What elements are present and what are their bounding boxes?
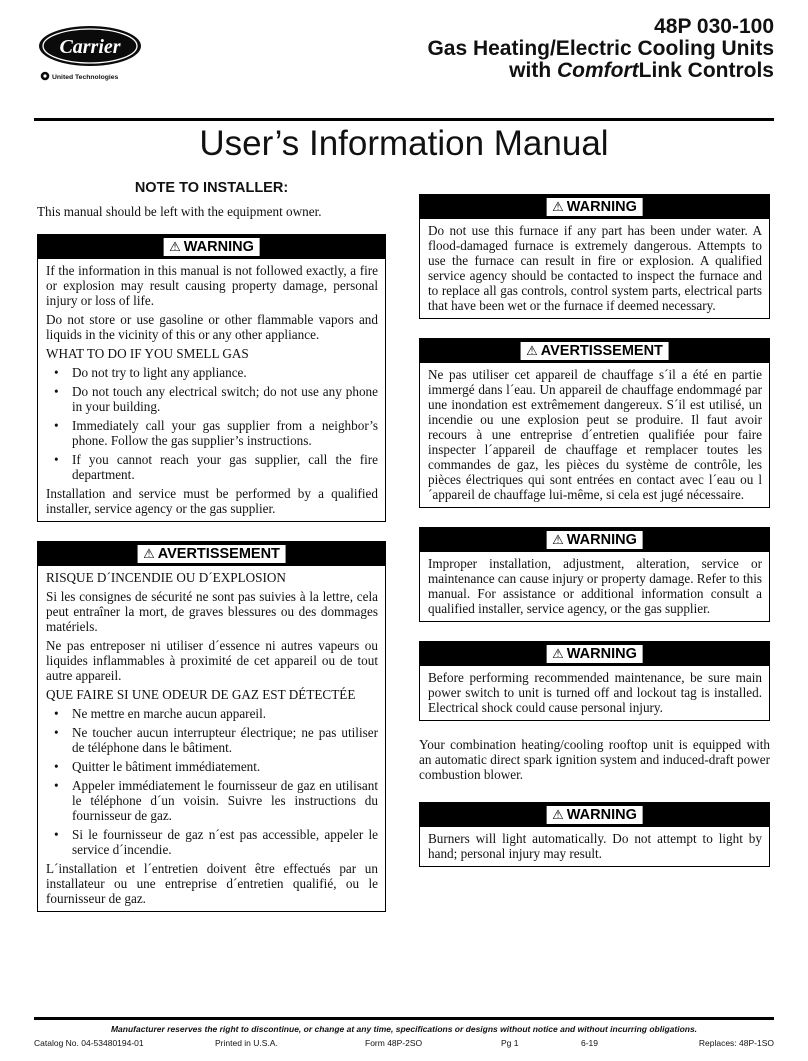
product-line: Gas Heating/Electric Cooling Units xyxy=(427,37,774,60)
warning-triangle-icon: ⚠ xyxy=(526,343,538,358)
warning-triangle-icon: ⚠ xyxy=(552,646,564,661)
list-item: • If you cannot reach your gas supplier, call the fire department. xyxy=(46,452,378,482)
gas-smell-list xyxy=(46,365,378,482)
warning-label: ⚠ WARNING xyxy=(546,806,643,824)
logo-tagline: United Technologies xyxy=(52,74,119,81)
list-item: • Do not try to light any appliance. xyxy=(46,365,378,380)
product-header xyxy=(427,16,774,82)
warning-box-installation: ⚠ WARNING Improper installation, adjustment, alteration, service or maintenance can cause injury or property damage. Refer to this manual. For assistance or additional information consult a qualified installer, service agency, or the gas supplier. xyxy=(419,527,770,622)
model-number: 48P 030-100 xyxy=(654,15,774,38)
avertissement-label: ⚠ AVERTISSEMENT xyxy=(520,342,669,360)
header-rule xyxy=(34,118,774,121)
list-item: • Ne mettre en marche aucun appareil. xyxy=(46,706,378,721)
replaces: Replaces: 48P-1SO xyxy=(698,1038,774,1048)
warning-label: ⚠ WARNING xyxy=(546,531,643,549)
list-item: • Immediately call your gas supplier from a neighbor’s phone. Follow the gas supplier’s instructions. xyxy=(46,418,378,448)
right-column xyxy=(419,194,770,867)
odeur-gaz-list xyxy=(46,706,378,857)
printed-in: Printed in U.S.A. xyxy=(215,1038,278,1048)
warning-triangle-icon: ⚠ xyxy=(143,546,155,561)
avertissement-label: ⚠ AVERTISSEMENT xyxy=(137,545,286,563)
warning-triangle-icon: ⚠ xyxy=(552,199,564,214)
avertissement-box-flood: ⚠ AVERTISSEMENT Ne pas utiliser cet appareil de chauffage s´il a été en partie immergé dans l´eau. Un appareil de chauffage endommagé par une inondation est extrêmement dangereux. S´il est utilisé, un incendie ou une explosion peut se produire. Il faut avoir recours à une entreprise d´entretien qualifiée pour faire inspecter l´appareil de chauffage et remplacer toutes les commandes de gaz, les pièces du système de contrôle, les pièces électriques qui sont entrées en contact avec l´eau ou l´appareil de chauffage lui-même, si cela est jugé nécessaire. xyxy=(419,338,770,508)
warning-label: ⚠ WARNING xyxy=(546,645,643,663)
catalog-number: Catalog No. 04-53480194-01 xyxy=(34,1038,144,1048)
logo-wordmark: Carrier xyxy=(59,36,121,58)
warning-triangle-icon: ⚠ xyxy=(169,239,181,254)
footer-rule xyxy=(34,1017,774,1020)
page-title: User’s Information Manual xyxy=(199,124,609,163)
revision-date: 6-19 xyxy=(581,1038,599,1048)
warning-box-burners: ⚠ WARNING Burners will light automatically. Do not attempt to light by hand; personal injury may result. xyxy=(419,802,770,867)
warning-triangle-icon: ⚠ xyxy=(552,807,564,822)
intro-paragraph: Your combination heating/cooling rooftop unit is equipped with an automatic direct spark ignition system and induced-draft power combustion blower. xyxy=(419,737,770,782)
warning-label: ⚠ WARNING xyxy=(163,238,260,256)
left-column xyxy=(37,180,386,912)
controls-line: with ComfortLink Controls xyxy=(509,59,774,82)
list-item: • Si le fournisseur de gaz n´est pas accessible, appeler le service d´incendie. xyxy=(46,827,378,857)
page-number: Pg 1 xyxy=(501,1038,519,1048)
list-item: • Quitter le bâtiment immédiatement. xyxy=(46,759,378,774)
form-number: Form 48P-2SO xyxy=(365,1038,423,1048)
warning-label: ⚠ WARNING xyxy=(546,198,643,216)
carrier-logo xyxy=(38,24,144,84)
warning-box-flood: ⚠ WARNING Do not use this furnace if any part has been under water. A flood-damaged furnace is extremely dangerous. Attempts to use the furnace can result in fire or explosion. A qualified service agency should be contacted to inspect the furnace and to replace all gas controls, control system parts, electrical parts that have been wet or the furnace if deemed necessary. xyxy=(419,194,770,319)
footer-disclaimer: Manufacturer reserves the right to discontinue, or change at any time, specifications or designs without notice and without incurring obligations. xyxy=(110,1024,698,1034)
avertissement-box-fire: ⚠ AVERTISSEMENT RISQUE D´INCENDIE OU D´EXPLOSION Si les consignes de sécurité ne sont pas suivies à la lettre, cela peut entraîner la mort, de graves blessures ou des dommages matériels. Ne pas entreposer ni utiliser d´essence ni autres vapeurs ou liquides inflammables à proximité de cet appareil ou de tout autre appareil. QUE FAIRE SI UNE ODEUR DE GAZ EST DÉTECTÉE • Ne mettre en marche aucun appareil. • Ne toucher aucun interrupteur électrique; ne pas utiliser de téléphone dans le bâtiment. • Quitter le bâtiment immédiatement. • Appeler immédiatement le fournisseur de gaz en utilisant le téléphone d´un voisin. Suivre les instructions du fournisseur de gaz. • Si le fournisseur de gaz n´est pas accessible, appeler le service d´incendie. L´installation et l´entretien doivent être effectués par un installateur ou une entreprise d´entretien qualifié, ou le fournisseur de gaz. xyxy=(37,541,386,912)
warning-box-power: ⚠ WARNING Before performing recommended maintenance, be sure main power switch to unit is turned off and lockout tag is installed. Electrical shock could cause personal injury. xyxy=(419,641,770,721)
list-item: • Appeler immédiatement le fournisseur de gaz en utilisant le téléphone d´un voisin. Suivre les instructions du fournisseur de gaz. xyxy=(46,778,378,823)
note-heading: NOTE TO INSTALLER: xyxy=(134,180,289,196)
note-text: This manual should be left with the equipment owner. xyxy=(37,204,322,219)
warning-triangle-icon: ⚠ xyxy=(552,532,564,547)
list-item: • Ne toucher aucun interrupteur électrique; ne pas utiliser de téléphone dans le bâtiment. xyxy=(46,725,378,755)
warning-box-fire: ⚠ WARNING If the information in this manual is not followed exactly, a fire or explosion may result causing property damage, personal injury or loss of life. Do not store or use gasoline or other flammable vapors and liquids in the vicinity of this or any other appliance. WHAT TO DO IF YOU SMELL GAS • Do not try to light any appliance. • Do not touch any electrical switch; do not use any phone in your building. • Immediately call your gas supplier from a neighbor’s phone. Follow the gas supplier’s instructions. • If you cannot reach your gas supplier, call the fire department. Installation and service must be performed by a qualified installer, service agency or the gas supplier. xyxy=(37,234,386,522)
list-item: • Do not touch any electrical switch; do not use any phone in your building. xyxy=(46,384,378,414)
